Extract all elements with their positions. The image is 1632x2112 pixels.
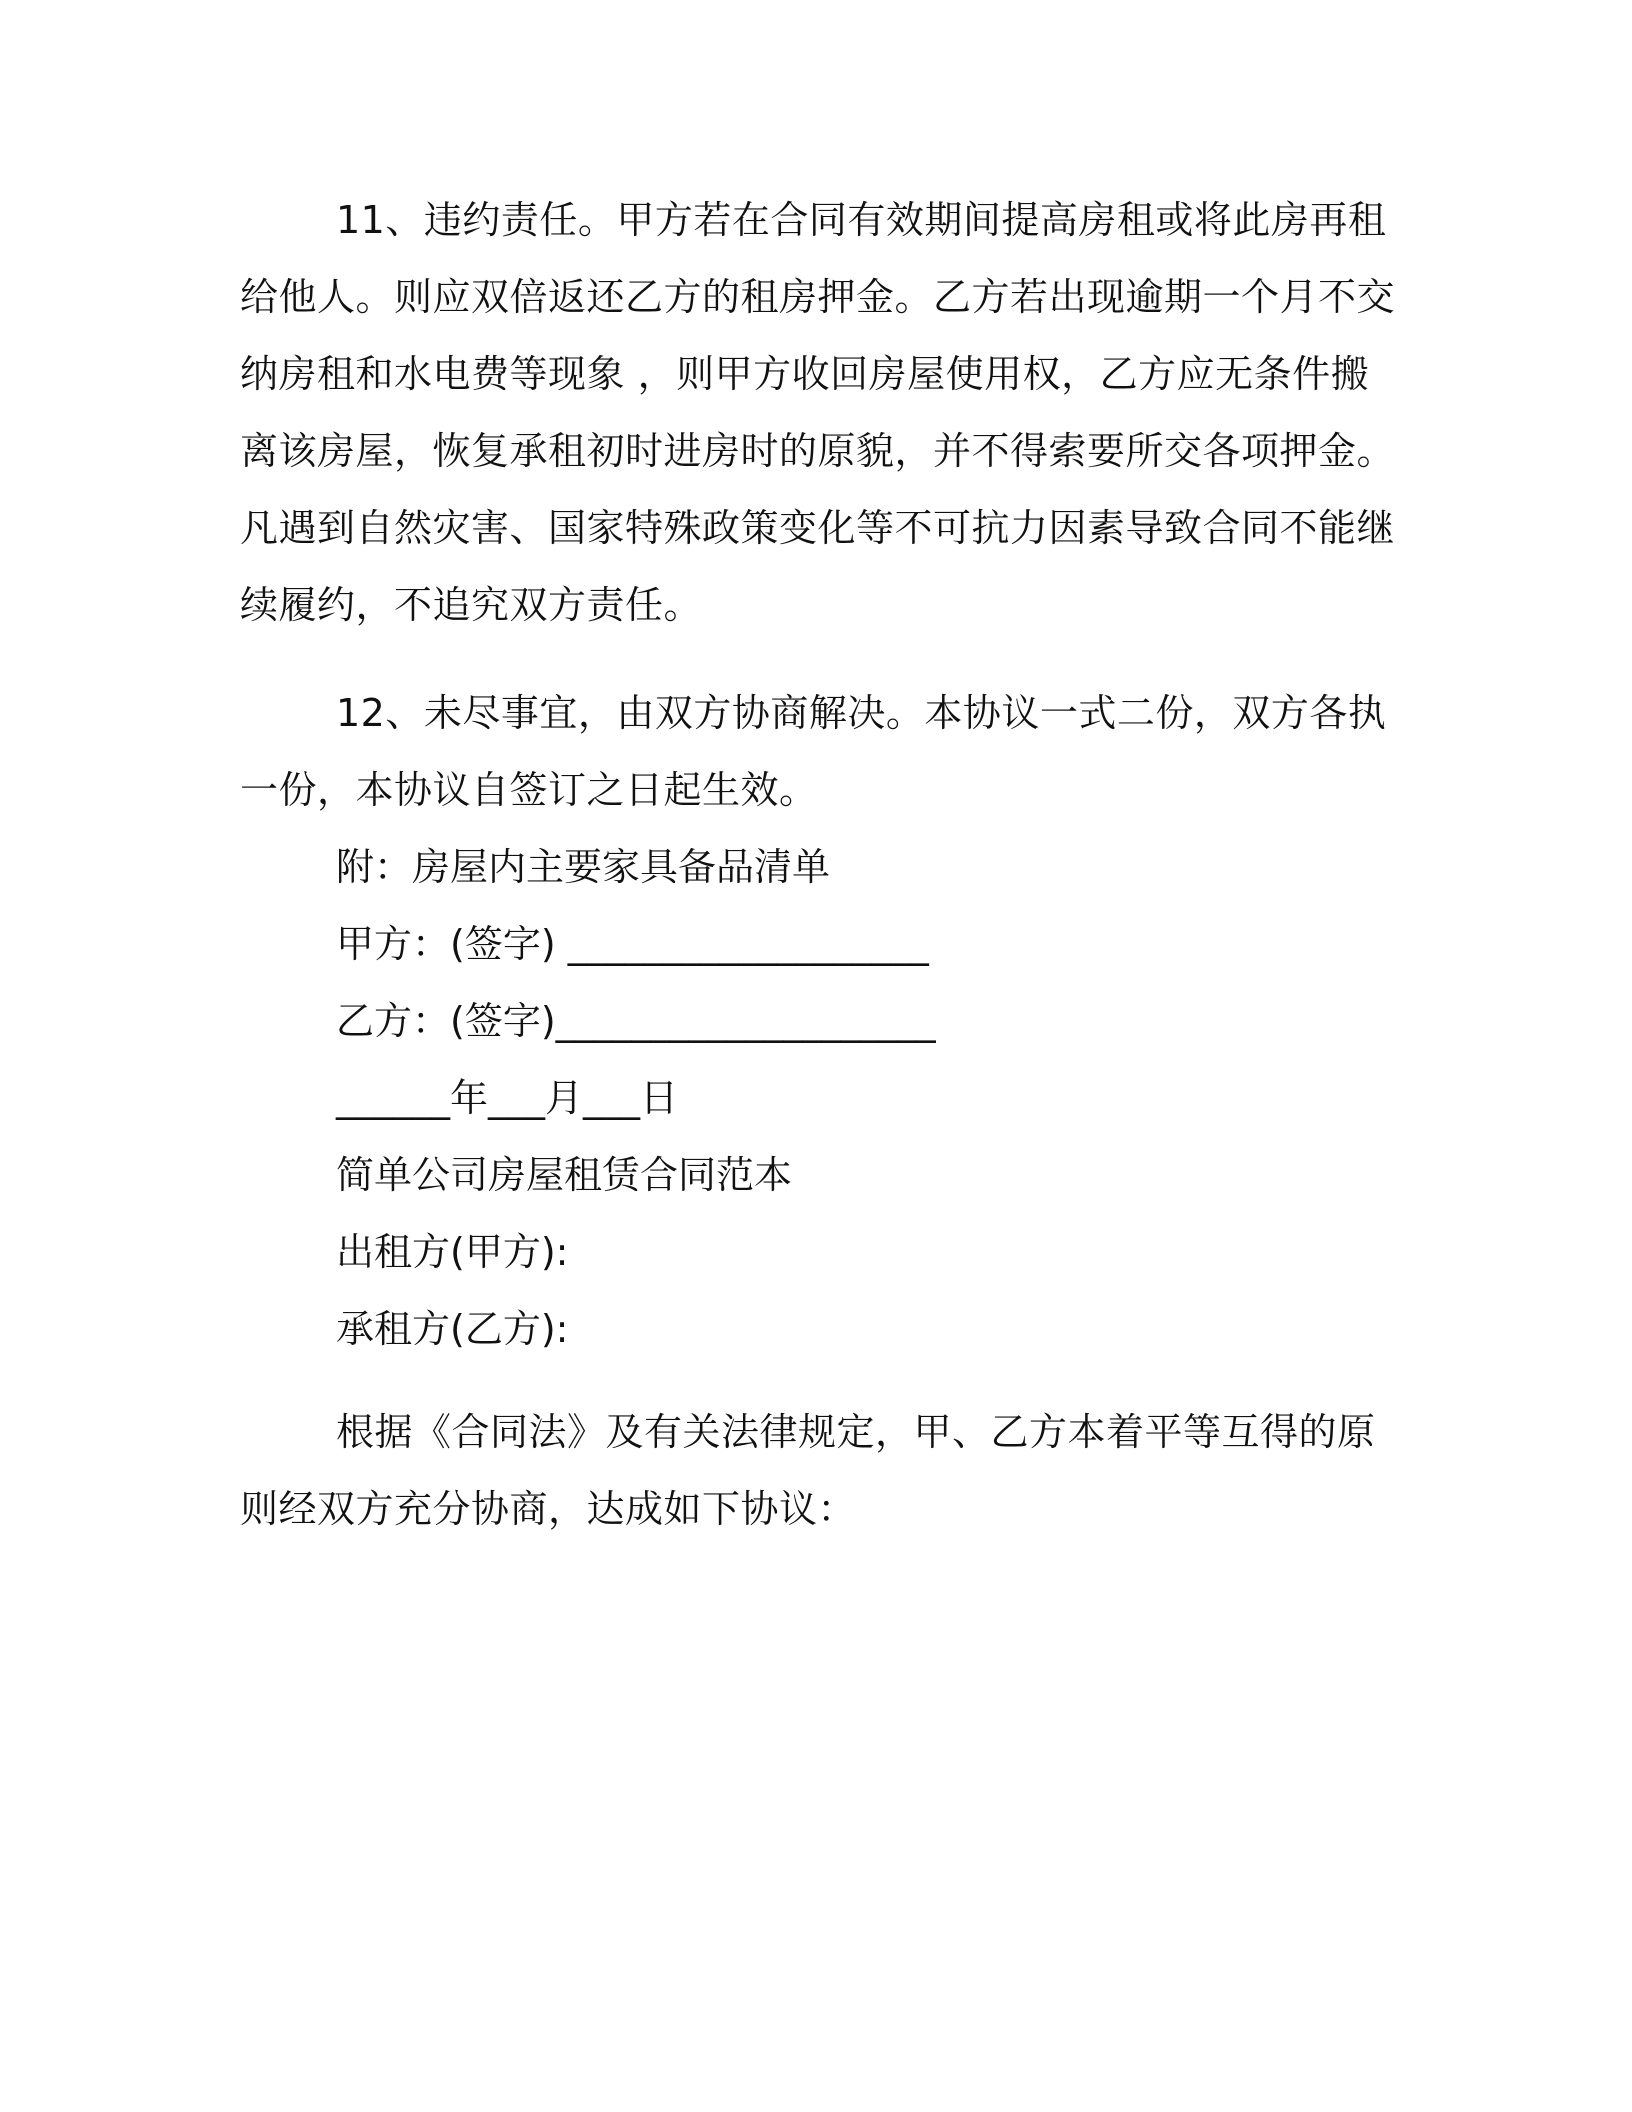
attachment-line: 附：房屋内主要家具备品清单 (336, 845, 831, 889)
party-a-signature-line: 甲方：(签字) ___________________ (336, 922, 929, 966)
clause-11-paragraph: 11、违约责任。甲方若在合同有效期间提高房租或将此房再租给他人。则应双倍返还乙方的租房押金。乙方若出现逾期一个月不交纳房租和水电费等现象 ，则甲方收回房屋使用权，乙方应无条件搬离该房屋，恢复承租初时进房时的原貌，并不得索要所交各项押金。凡遇到自然灾害、国家特殊政策变化等不可抗力因素导致合同不能继续履约，不追究双方责任。 (240, 198, 1396, 627)
intro-paragraph: 根据《合同法》及有关法律规定，甲、乙方本着平等互得的原则经双方充分协商，达成如下协议： (240, 1410, 1376, 1531)
clause-12-paragraph: 12、未尽事宜，由双方协商解决。本协议一式二份，双方各执一份，本协议自签订之日起生效。 (240, 691, 1387, 812)
party-b-signature-line: 乙方：(签字)____________________ (336, 999, 936, 1043)
lessor-line: 出租方(甲方): (336, 1230, 569, 1274)
document-body (240, 182, 1400, 1548)
date-line: ______年___月___日 (336, 1076, 679, 1120)
lessee-line: 承租方(乙方): (336, 1307, 569, 1351)
section-title: 简单公司房屋租赁合同范本 (336, 1153, 793, 1197)
